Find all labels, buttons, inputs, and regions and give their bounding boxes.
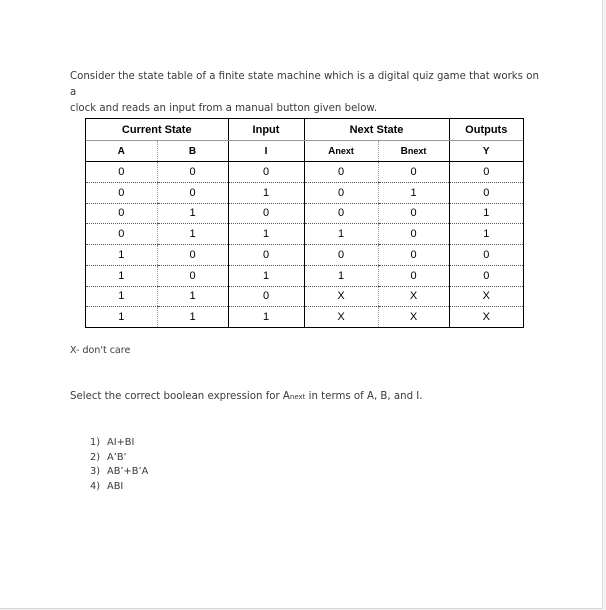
cell-y: 0 bbox=[449, 265, 523, 286]
table-row bbox=[86, 182, 523, 203]
cell-i: 1 bbox=[228, 224, 304, 245]
option-number: 2) bbox=[90, 451, 101, 463]
option-number: 1) bbox=[90, 437, 101, 448]
option-text: AB’+B’A bbox=[107, 466, 149, 478]
cell-a: 0 bbox=[86, 182, 157, 203]
cell-i: 1 bbox=[228, 265, 304, 286]
cell-bnext: X bbox=[378, 286, 449, 307]
cell-a: 0 bbox=[86, 162, 157, 183]
col-header-anext-sub: next bbox=[335, 145, 354, 156]
cell-anext: 0 bbox=[304, 182, 378, 203]
cell-y: X bbox=[449, 286, 523, 307]
table-row bbox=[86, 286, 523, 307]
cell-i: 1 bbox=[228, 307, 304, 327]
dont-care-note: X- don't care bbox=[70, 345, 131, 356]
header-current-state: Current State bbox=[86, 119, 228, 141]
col-header-anext-main: A bbox=[328, 145, 336, 157]
cell-anext: 1 bbox=[304, 265, 378, 286]
cell-bnext: 0 bbox=[378, 162, 449, 183]
cell-b: 1 bbox=[157, 203, 228, 224]
cell-bnext: 0 bbox=[378, 203, 449, 224]
cell-bnext: 0 bbox=[378, 265, 449, 286]
cell-y: 0 bbox=[449, 182, 523, 203]
cell-y: 0 bbox=[449, 162, 523, 183]
cell-b: 0 bbox=[157, 182, 228, 203]
question-text bbox=[70, 391, 423, 402]
intro-paragraph bbox=[70, 69, 540, 117]
col-header-b: B bbox=[157, 141, 228, 162]
col-header-bnext-main: B bbox=[400, 145, 408, 157]
cell-y: 0 bbox=[449, 245, 523, 266]
question-pre: Select the correct boolean expression for A bbox=[70, 391, 290, 402]
cell-y: 1 bbox=[449, 224, 523, 245]
table-row bbox=[86, 245, 523, 266]
cell-b: 0 bbox=[157, 265, 228, 286]
col-header-anext bbox=[304, 141, 378, 162]
cell-a: 1 bbox=[118, 311, 125, 324]
option-number: 4) bbox=[90, 480, 101, 492]
cell-b: 1 bbox=[157, 286, 228, 307]
cell-i: 0 bbox=[228, 203, 304, 224]
cell-anext: 0 bbox=[304, 203, 378, 224]
cell-i: 1 bbox=[228, 182, 304, 203]
state-table bbox=[85, 118, 524, 328]
cell-b: 0 bbox=[157, 162, 228, 183]
cell-b: 1 bbox=[157, 224, 228, 245]
col-header-y: Y bbox=[449, 141, 523, 162]
question-subscript: next bbox=[289, 393, 306, 401]
cell-bnext: X bbox=[378, 307, 449, 327]
cell-a: 0 bbox=[86, 203, 157, 224]
cell-bnext: 0 bbox=[378, 224, 449, 245]
cell-a: 1 bbox=[86, 265, 157, 286]
col-header-bnext-sub: next bbox=[407, 145, 427, 156]
cell-a: 1 bbox=[86, 286, 157, 307]
table-row bbox=[86, 265, 523, 286]
cell-y: 1 bbox=[449, 203, 523, 224]
table-row bbox=[86, 162, 523, 183]
header-next-state: Next State bbox=[304, 119, 449, 141]
intro-line-2: clock and reads an input from a manual button given below. bbox=[70, 103, 378, 114]
cell-anext: 1 bbox=[304, 224, 378, 245]
intro-line-1: Consider the state table of a finite state machine which is a digital quiz game that works on a bbox=[70, 71, 539, 98]
cell-a: 1 bbox=[86, 245, 157, 266]
table-row bbox=[86, 307, 523, 327]
question-post: in terms of A, B, and I. bbox=[305, 391, 423, 402]
option-text: AI+BI bbox=[107, 437, 135, 448]
cell-anext: 0 bbox=[304, 162, 378, 183]
cell-bnext: 0 bbox=[378, 245, 449, 266]
table-row bbox=[86, 224, 523, 245]
header-outputs: Outputs bbox=[449, 119, 523, 141]
option-text: A’B’ bbox=[107, 451, 127, 463]
option-number: 3) bbox=[90, 466, 101, 478]
option-1[interactable] bbox=[90, 436, 148, 451]
col-header-i: I bbox=[228, 141, 304, 162]
cell-anext: 0 bbox=[304, 245, 378, 266]
table-row bbox=[86, 203, 523, 224]
option-4[interactable] bbox=[90, 480, 148, 495]
cell-anext: X bbox=[304, 307, 378, 327]
option-text: ABI bbox=[107, 480, 124, 492]
option-2[interactable] bbox=[90, 451, 148, 466]
cell-i: 0 bbox=[228, 245, 304, 266]
cell-b: 0 bbox=[157, 245, 228, 266]
cell-a: 0 bbox=[86, 224, 157, 245]
cell-anext: X bbox=[304, 286, 378, 307]
option-3[interactable] bbox=[90, 465, 148, 480]
answer-options bbox=[90, 436, 148, 494]
cell-b: 1 bbox=[157, 307, 228, 327]
col-header-a: A bbox=[86, 141, 157, 162]
col-header-bnext bbox=[378, 141, 449, 162]
cell-bnext: 1 bbox=[378, 182, 449, 203]
header-input: Input bbox=[228, 119, 304, 141]
cell-i: 0 bbox=[228, 286, 304, 307]
cell-i: 0 bbox=[228, 162, 304, 183]
cell-y: X bbox=[449, 307, 523, 327]
